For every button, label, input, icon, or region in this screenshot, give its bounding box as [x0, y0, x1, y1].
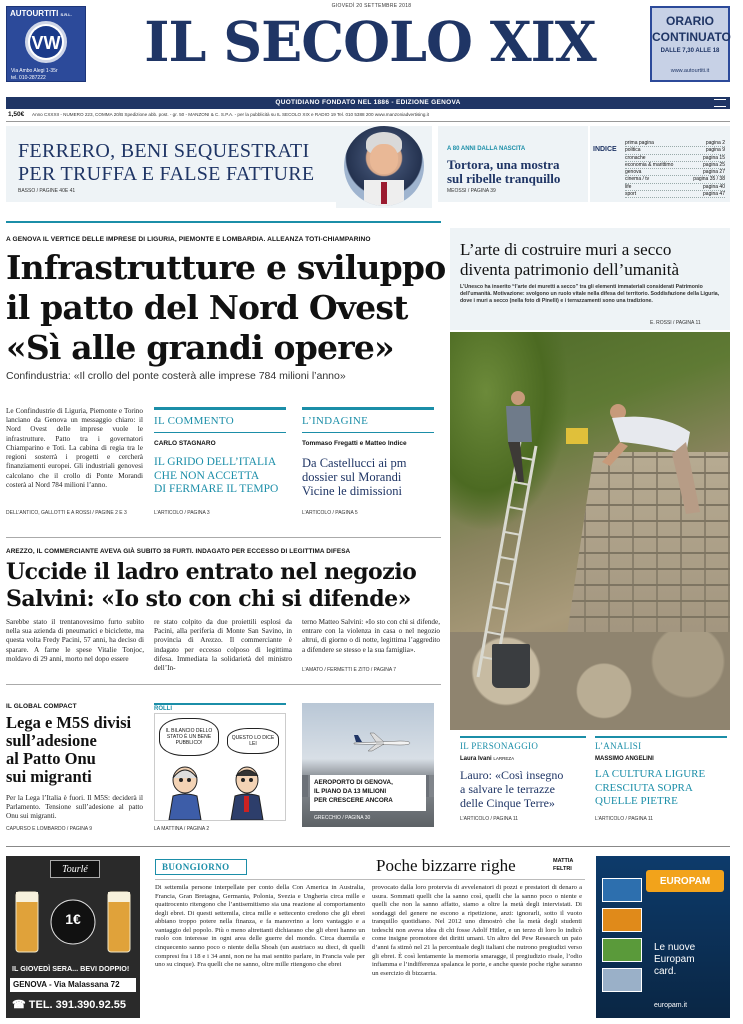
index-item[interactable] [625, 155, 725, 162]
index-list [625, 140, 725, 198]
issue-date: GIOVEDÌ 20 SETTEMBRE 2018 [331, 3, 412, 9]
ad-phone: tel. 010-287222 [11, 75, 46, 81]
index-item-label: cinema / tv [625, 176, 650, 183]
commento-source: L’ARTICOLO / PAGINA 3 [154, 510, 210, 516]
right-source: E. ROSSI / PAGINA 11 [650, 320, 701, 326]
card-2 [602, 908, 642, 932]
cartoon-label: ROLLI [154, 706, 172, 712]
lead-headline[interactable] [6, 248, 446, 368]
personaggio-title-3: delle Cinque Terre» [460, 796, 555, 810]
global-headline-1: Lega e M5S divisi [6, 713, 132, 732]
indagine-author: Tommaso Fregatti e Matteo Indice [302, 440, 407, 447]
card-1 [602, 878, 642, 902]
ad-tagline: IL GIOVEDÌ SERA... BEVI DOPPIO! [12, 964, 130, 973]
europam-url: europam.it [654, 1002, 688, 1009]
index-item-label: genova [625, 169, 642, 176]
index-item-page: pagina 25 [703, 161, 725, 168]
buongiorno-author-2: FELTRI [553, 866, 572, 872]
second-col-3: terno Matteo Salvini: «Io sto con chi si difende, entrare con la violenza in casa o nel negozio altrui, di giorno o di notte, legittima l’aggredito a difendere se stesso e la sua famiglia». [302, 618, 440, 654]
airport-photo[interactable] [302, 703, 434, 827]
tie [381, 182, 387, 204]
global-body: Per la Lega l’Italia è fuori. Il M5S: deciderà il Parlamento. Tensione sull’adesione al patto Onu sui migranti. [6, 794, 143, 821]
ferrero-headline-2: PER TRUFFA E FALSE FATTURE [18, 163, 315, 185]
indagine-source: L’ARTICOLO / PAGINA 5 [302, 510, 358, 516]
ad-address: Via Ambo Alegi 1-35r [11, 68, 58, 74]
top-story-tortora[interactable] [438, 126, 588, 202]
right-feature[interactable] [450, 228, 730, 330]
europam-copy [654, 942, 695, 978]
index-item-page: pagina 40 [703, 183, 725, 190]
commento-title[interactable] [154, 456, 278, 497]
index-item-label: prima pagina [625, 140, 654, 146]
index-item-label: cronache [625, 154, 646, 161]
indagine-title[interactable] [302, 456, 406, 498]
speech-bubble-1 [159, 718, 219, 756]
global-headline-3: al Patto Onu [6, 749, 96, 768]
index-box [590, 126, 730, 202]
second-col-1: Sarebbe stato il trentanovesimo furto subìto nella sua azienda di pneumatici e biciclette, ma questa volta Fredy Pacini, 57 anni, ha deciso di sparare. A farne le spese Vitalie Tonjoc, moldavo di 29 anni, morto nel dopo essere [6, 618, 144, 663]
divider [6, 846, 730, 847]
ad-logo-box [50, 860, 100, 878]
bubble-1-text: IL BILANCIO DELLO STATO È UN BENE PUBBLICO! [165, 728, 213, 746]
portrait-circle [344, 126, 424, 206]
indagine-title-2: dossier sul Morandi [302, 470, 402, 484]
infoline: Anno CXXXII - NUMERO 223, COMMA 20/B Spedizione abb. post. - gr. 50 - MANZONI & C. S.P.A. - per la pubblicità su IL SECOLO XIX e RADIO 19 Tel. 010 5388 200 www.manzoniadvertising.it [32, 112, 429, 117]
index-item-label: sport [625, 191, 637, 198]
divider [6, 684, 441, 685]
analisi-rule [595, 736, 727, 738]
bubble-2-text: QUESTO LO DICE LEI [231, 735, 275, 747]
ad-logo-text: Tourlé [62, 863, 88, 875]
commento-rule [154, 407, 286, 410]
lead-kicker: A GENOVA IL VERTICE DELLE IMPRESE DI LIGURIA, PIEMONTE E LOMBARDIA. ALLEANZA TOTI-CHIAMPARINO [6, 236, 371, 243]
divider [6, 537, 441, 538]
card-4 [602, 968, 642, 992]
founded-bar [6, 97, 730, 109]
index-item[interactable] [625, 184, 725, 191]
indagine-title-1: Da Castellucci ai pm [302, 456, 407, 470]
cartoon-panel [154, 713, 286, 821]
divider [6, 221, 441, 223]
index-item-page: pagina 27 [703, 169, 725, 176]
tortora-source: MEOSSI / PAGINA 39 [447, 188, 496, 194]
lead-headline-3: «Sì alle grandi opere» [6, 328, 394, 367]
ad-hours-line3: DALLE 7,30 ALLE 18 [660, 48, 720, 54]
ferrero-source: BASSO / PAGINE 40E 41 [18, 188, 76, 194]
right-headline-1: L’arte di costruire muri a secco [460, 240, 672, 259]
ad-phone: TEL. 391.390.92.55 [28, 999, 126, 1011]
global-source: CAPURSO E LOMBARDO / PAGINA 9 [6, 826, 93, 832]
buongiorno-author [553, 857, 573, 873]
bottom-left-ad[interactable] [6, 856, 140, 1018]
index-title: INDICE [593, 146, 617, 153]
ad-hours-line2: CONTINUATO [652, 30, 731, 44]
bucket [492, 644, 530, 688]
second-col-2: re stato colpito da due proiettili esplosi da Pacini, alla periferia di Monte San Savino, in provincia di Arezzo. Il commerciante è indagato per eccesso colposo di legittima difesa. Immediata la solidarietà del ministro dell’In- [154, 618, 292, 673]
personaggio-title-1: Lauro: «Così insegno [460, 768, 564, 782]
ad-hours-line1: ORARIO [666, 14, 714, 28]
global-headline-4: sui migranti [6, 767, 92, 786]
buongiorno-title[interactable]: Poche bizzarre righe [376, 856, 516, 875]
indagine-title-3: Vicine le dimissioni [302, 484, 402, 498]
commento-author: CARLO STAGNARO [154, 440, 216, 447]
buongiorno-col-1: Di settemila persone interpellate per conto della Con America in Australia, Francia, Gran Bretagna, Germania, Polonia, Svezia e Ungheria circa mille e quattrocento ritengono che l’antisemitismo sia una reazione al comportamento degli ebrei. Di questi settemila, circa mille e settecento credono che gli ebrei abbiano troppo potere nella finanza, e fa manovrino a loro vantaggio e a vantaggio del popolo. Più o meno altrettanti dichiarano che gli ebrei hanno un ruolo con interesse in ogni area delle guerre del mondo. Circa duemila e cinquecento sanno poco o niente della Shoah (un austriaco su dieci, di quelli compresi fra i 18 e i 34 anni, non ne ha mai sentito parlare, in Francia vale per uno su cinque). Fra quelli che ne sanno, oltre mille ritengono che ebrei [155, 884, 365, 969]
index-item-page: pagina 35 / 38 [693, 176, 725, 183]
airport-caption-2: IL PIANO DA 13 MILIONI [314, 788, 387, 795]
airport-source: GRECCHIO / PAGINA 30 [314, 815, 371, 821]
index-item[interactable] [625, 140, 725, 147]
global-headline[interactable] [6, 714, 146, 786]
airport-caption-box [310, 775, 426, 811]
fuel-cards-stack [602, 878, 642, 1008]
analisi-author: MASSIMO ANGELINI [595, 756, 654, 762]
vw-logo-icon [25, 21, 67, 63]
index-item[interactable] [625, 169, 725, 176]
index-item[interactable] [625, 191, 725, 198]
workers-icon [490, 382, 720, 532]
second-headline-1: Uccide il ladro entrato nel negozio [6, 559, 417, 585]
speech-bubble-2 [227, 728, 279, 754]
airport-caption-3: PER CRESCERE ANCORA [314, 797, 393, 804]
indagine-section: L’INDAGINE [302, 415, 369, 427]
card-3 [602, 938, 642, 962]
right-header-ad[interactable] [650, 6, 730, 82]
global-kicker: IL GLOBAL COMPACT [6, 703, 77, 710]
bottom-right-ad[interactable] [596, 856, 730, 1018]
buongiorno-rule [155, 879, 585, 880]
global-headline-2: sull’adesione [6, 731, 97, 750]
index-item-page: pagina 2 [705, 140, 725, 146]
divider [6, 121, 730, 122]
masthead-title[interactable]: IL SECOLO XIX [144, 9, 596, 74]
analisi-section: L’ANALISI [595, 741, 642, 751]
second-headline-2: Salvini: «Io sto con chi si difende» [6, 586, 411, 612]
lead-headline-1: Infrastrutture e sviluppo [6, 248, 446, 287]
commento-title-1: IL GRIDO DELL’ITALIA [154, 456, 277, 468]
buongiorno-col-2: provocato dalla loro protervia di avvelenatori di pozzi e prestatori di denaro a usura. Sommati quelli che la sanno così, quelli che la sanno poco o niente e quelli che non la sanno affatto, siamo a oltre la metà degli intervistati. Di sondaggi del genere ne escono a ripetizione, anzi: ignorarli, sotto il vuoto tranquillo quotidiano. Nel 2012 uno dimostrò che la metà degli studenti tedeschi non aveva idea di chi fosse Adolf Hitler, e un terzo di loro lo indicò come insigne promotore dei diritti umani. Un altro del Pew Research un paio d’anni fa stimò nel 21 la percentuale degli italiani che nutrono pregiudizi verso gli ebrei. È così lentamente la memoria smaragge, il pregiudizio risale, l’odio infiamma e l’indifferenza spalanca le porte, e anche queste poche righe saranno un esercizio di bizzarria. [372, 884, 582, 977]
top-story-ferrero[interactable] [6, 126, 336, 202]
price: 1,50€ [8, 111, 25, 118]
buongiorno-author-1: MATTIA [553, 858, 574, 864]
buongiorno-label: BUONGIORNO [162, 862, 230, 872]
cartoon-rule [154, 703, 286, 705]
index-item-label: life [625, 183, 632, 190]
tortora-headline-1: Tortora, una mostra [447, 157, 560, 172]
ferrero-photo [336, 126, 432, 208]
second-headline[interactable] [6, 559, 441, 613]
tortora-headline-2: sul ribelle tranquillo [447, 171, 561, 186]
face [370, 144, 398, 174]
europam-copy-3: card. [654, 966, 677, 977]
lead-headline-2: il patto del Nord Ovest [6, 288, 408, 327]
phone-icon: ☎ [12, 999, 26, 1011]
personaggio-author: Laura Ivani LARREZA [460, 756, 515, 762]
airplane-icon [352, 731, 412, 753]
right-headline-2: diventa patrimonio dell’umanità [460, 260, 680, 279]
index-item-page: pagina 15 [703, 154, 725, 161]
lead-subheadline: Confindustria: «Il crollo del ponte costerà alle imprese 784 milioni l’anno» [6, 370, 346, 382]
personaggio-title-2: a salvare le terrazze [460, 782, 555, 796]
europam-logo-box [646, 870, 724, 892]
ad-url: www.autourtiti.it [670, 68, 710, 74]
index-item-label: economia & marittimo [625, 161, 674, 168]
founded-text: QUOTIDIANO FONDATO NEL 1886 - EDIZIONE GENOVA [275, 99, 461, 106]
ad-brand: AUTOURTITI S.R.L. [10, 9, 72, 18]
lead-body: Le Confindustrie di Liguria, Piemonte e Torino lanciano da Genova un messaggio chiaro: il Nord Ovest delle imprese vuole le infrastrutture. Patto tra i governatori Chiamparino e Toti. La cabina di regia tra le regioni sosterrà i progetti e cercherà finanziamenti europei. Gli industriali genovesi calcolano che il crollo di Ponte Morandi costerà al Nord 784 milioni l’anno. [6, 407, 143, 489]
menu-icon [714, 99, 726, 107]
index-item-page: pagina 47 [703, 191, 725, 198]
europam-copy-2: Europam [654, 954, 695, 965]
analisi-source: L’ARTICOLO / PAGINA 11 [595, 816, 654, 822]
personaggio-source: L’ARTICOLO / PAGINA 11 [460, 816, 519, 822]
analisi-title-2: CRESCIUTA SOPRA [595, 781, 693, 794]
airport-caption-1: AEROPORTO DI GENOVA, [314, 779, 393, 786]
lead-source: DELL’ANTICO, GALLOTTI E A ROSSI / PAGINE 2 E 3 [6, 510, 127, 516]
svg-text:VW: VW [31, 33, 61, 53]
cartoon-figures-icon [155, 758, 285, 820]
buongiorno-label-box [155, 859, 247, 875]
index-item[interactable] [625, 162, 725, 169]
analisi-title-1: LA CULTURA LIGURE [595, 768, 706, 780]
left-header-ad[interactable] [6, 6, 86, 82]
ad-phone-line [12, 998, 126, 1011]
commento-title-2: CHE NON ACCETTA [154, 469, 260, 482]
ad-address: GENOVA - Via Malassana 72 [13, 980, 120, 989]
index-item-label: politica [625, 147, 641, 154]
personaggio-title[interactable] [460, 768, 563, 810]
personaggio-rule [460, 736, 586, 738]
commento-title-3: DI FERMARE IL TEMPO [154, 483, 279, 495]
index-item[interactable] [625, 176, 725, 183]
index-item[interactable] [625, 147, 725, 154]
commento-rule-2 [154, 432, 286, 433]
ad-address-bar [10, 978, 136, 992]
ad-price: 1€ [65, 911, 81, 927]
cartoon-source: LA MATTINA / PAGINA 2 [154, 826, 210, 832]
europam-logo-text: EUROPAM [659, 875, 711, 887]
indagine-rule [302, 407, 434, 410]
index-item-page: pagina 9 [705, 147, 725, 154]
ferrero-headline-1: FERRERO, BENI SEQUESTRATI [18, 140, 310, 162]
indagine-rule-2 [302, 432, 434, 433]
right-body: L’Unesco ha inserito “l’arte dei muretti a secco” tra gli elementi immateriali considerati Patrimonio dell’umanità. Motivazione: svolgono un ruolo vitale nella difesa del territorio. Soddisfazione della Liguria, dove i muri a secco (nella foto di Pinelli) e i terrazzamenti sono una tradizione. [460, 284, 720, 305]
tortora-kicker: A 80 ANNI DALLA NASCITA [447, 146, 526, 152]
second-source: L’AMATO / FERMETTI E ZITO / PAGINA 7 [302, 667, 397, 673]
europam-copy-1: Le nuove [654, 942, 696, 953]
second-kicker: AREZZO, IL COMMERCIANTE AVEVA GIÀ SUBITO 38 FURTI. INDAGATO PER ECCESSO DI LEGITTIMA DIFESA [6, 548, 351, 555]
personaggio-section: IL PERSONAGGIO [460, 741, 539, 751]
commento-section: IL COMMENTO [154, 415, 234, 427]
analisi-title-3: QUELLE PIETRE [595, 795, 678, 807]
dry-stone-wall-photo[interactable] [450, 332, 730, 730]
analisi-title[interactable] [595, 768, 705, 809]
